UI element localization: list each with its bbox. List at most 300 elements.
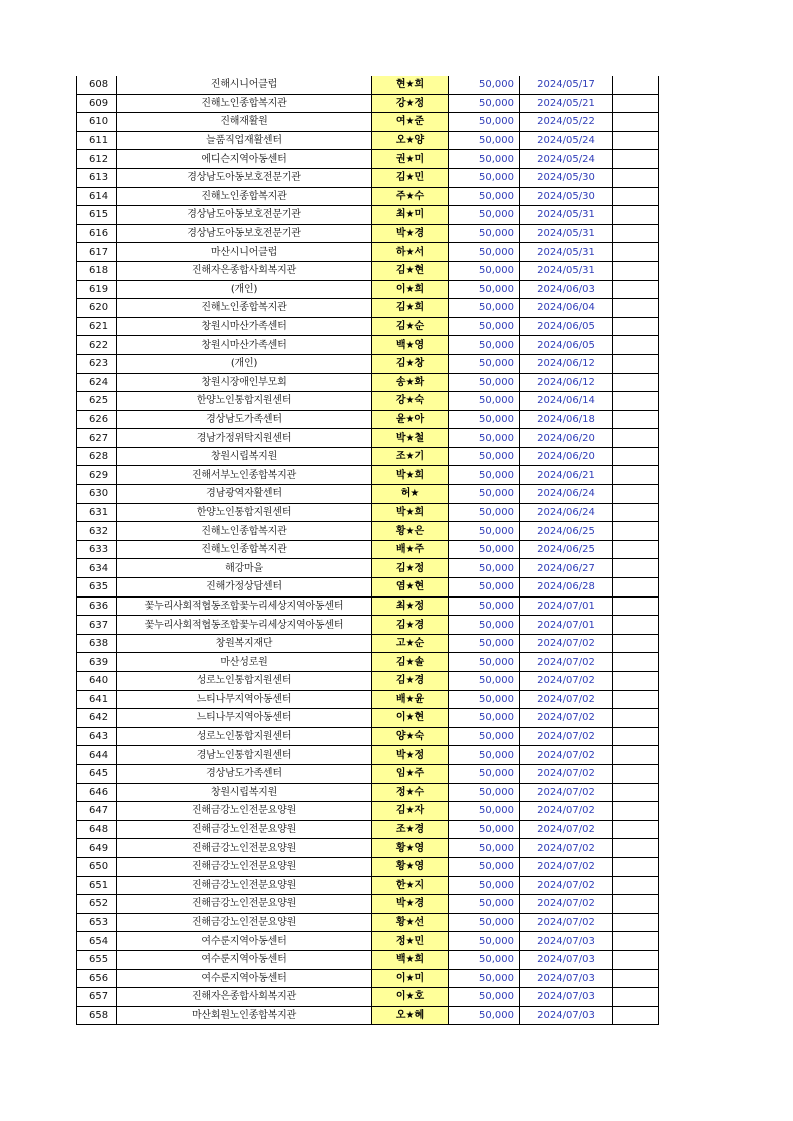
organization-cell: 꽃누리사회적협동조합꽃누리세상지역아동센터 — [117, 597, 372, 616]
row-number-cell: 626 — [77, 410, 117, 429]
date-cell: 2024/06/28 — [520, 578, 613, 597]
blank-cell — [613, 1006, 659, 1025]
table-row — [77, 261, 659, 280]
date-cell: 2024/07/02 — [520, 653, 613, 672]
row-number-cell: 614 — [77, 187, 117, 206]
donor-name-cell: 박★희 — [372, 466, 449, 485]
amount-cell: 50,000 — [449, 187, 520, 206]
blank-cell — [613, 113, 659, 132]
organization-cell: 꽃누리사회적협동조합꽃누리세상지역아동센터 — [117, 616, 372, 635]
blank-cell — [613, 839, 659, 858]
donor-name-cell: 허★ — [372, 485, 449, 504]
amount-cell: 50,000 — [449, 261, 520, 280]
organization-cell: 진해금강노인전문요양원 — [117, 802, 372, 821]
table-row — [77, 94, 659, 113]
organization-cell: 진해금강노인전문요양원 — [117, 876, 372, 895]
blank-cell — [613, 410, 659, 429]
table-row — [77, 616, 659, 635]
amount-cell: 50,000 — [449, 522, 520, 541]
date-cell: 2024/06/24 — [520, 503, 613, 522]
donor-name-cell: 박★경 — [372, 895, 449, 914]
blank-cell — [613, 820, 659, 839]
blank-cell — [613, 224, 659, 243]
table-row — [77, 913, 659, 932]
blank-cell — [613, 597, 659, 616]
amount-cell: 50,000 — [449, 653, 520, 672]
date-cell: 2024/07/02 — [520, 913, 613, 932]
row-number-cell: 628 — [77, 447, 117, 466]
table-row — [77, 373, 659, 392]
row-number-cell: 611 — [77, 131, 117, 150]
blank-cell — [613, 932, 659, 951]
table-row — [77, 466, 659, 485]
table-row — [77, 932, 659, 951]
date-cell: 2024/05/22 — [520, 113, 613, 132]
organization-cell: 경남노인통합지원센터 — [117, 746, 372, 765]
donor-name-cell: 김★솔 — [372, 653, 449, 672]
row-number-cell: 656 — [77, 969, 117, 988]
row-number-cell: 617 — [77, 243, 117, 262]
amount-cell: 50,000 — [449, 783, 520, 802]
date-cell: 2024/07/03 — [520, 1006, 613, 1025]
row-number-cell: 639 — [77, 653, 117, 672]
blank-cell — [613, 466, 659, 485]
donor-name-cell: 김★자 — [372, 802, 449, 821]
organization-cell: 경상남도가족센터 — [117, 410, 372, 429]
organization-cell: (개인) — [117, 280, 372, 299]
donor-name-cell: 김★경 — [372, 616, 449, 635]
organization-cell: 진해노인종합복지관 — [117, 299, 372, 318]
table-row — [77, 988, 659, 1007]
row-number-cell: 631 — [77, 503, 117, 522]
row-number-cell: 608 — [77, 76, 117, 94]
table-row — [77, 187, 659, 206]
donor-name-cell: 권★미 — [372, 150, 449, 169]
table-row — [77, 653, 659, 672]
row-number-cell: 615 — [77, 206, 117, 225]
donor-name-cell: 양★숙 — [372, 727, 449, 746]
blank-cell — [613, 690, 659, 709]
organization-cell: 진해노인종합복지관 — [117, 187, 372, 206]
row-number-cell: 623 — [77, 354, 117, 373]
blank-cell — [613, 261, 659, 280]
table-row — [77, 857, 659, 876]
table-row — [77, 522, 659, 541]
date-cell: 2024/07/03 — [520, 988, 613, 1007]
table-row — [77, 447, 659, 466]
row-number-cell: 640 — [77, 672, 117, 691]
date-cell: 2024/07/02 — [520, 764, 613, 783]
row-number-cell: 648 — [77, 820, 117, 839]
date-cell: 2024/07/02 — [520, 895, 613, 914]
organization-cell: (개인) — [117, 354, 372, 373]
table-row — [77, 559, 659, 578]
amount-cell: 50,000 — [449, 113, 520, 132]
amount-cell: 50,000 — [449, 168, 520, 187]
date-cell: 2024/07/02 — [520, 634, 613, 653]
row-number-cell: 620 — [77, 299, 117, 318]
amount-cell: 50,000 — [449, 224, 520, 243]
date-cell: 2024/07/02 — [520, 727, 613, 746]
amount-cell: 50,000 — [449, 839, 520, 858]
date-cell: 2024/05/24 — [520, 131, 613, 150]
organization-cell: 진해서부노인종합복지관 — [117, 466, 372, 485]
amount-cell: 50,000 — [449, 746, 520, 765]
donor-name-cell: 김★정 — [372, 559, 449, 578]
row-number-cell: 632 — [77, 522, 117, 541]
donor-name-cell: 배★윤 — [372, 690, 449, 709]
blank-cell — [613, 876, 659, 895]
donor-name-cell: 김★경 — [372, 672, 449, 691]
organization-cell: 해강마을 — [117, 559, 372, 578]
donor-name-cell: 김★창 — [372, 354, 449, 373]
organization-cell: 여수룬지역아동센터 — [117, 950, 372, 969]
date-cell: 2024/07/02 — [520, 690, 613, 709]
donor-name-cell: 오★혜 — [372, 1006, 449, 1025]
date-cell: 2024/06/12 — [520, 373, 613, 392]
organization-cell: 경남광역자활센터 — [117, 485, 372, 504]
date-cell: 2024/06/03 — [520, 280, 613, 299]
date-cell: 2024/05/31 — [520, 261, 613, 280]
row-number-cell: 658 — [77, 1006, 117, 1025]
organization-cell: 창원시립복지원 — [117, 783, 372, 802]
organization-cell: 진해금강노인전문요양원 — [117, 895, 372, 914]
organization-cell: 진해자은종합사회복지관 — [117, 261, 372, 280]
date-cell: 2024/05/30 — [520, 168, 613, 187]
organization-cell: 경상남도아동보호전문기관 — [117, 224, 372, 243]
donor-name-cell: 송★화 — [372, 373, 449, 392]
organization-cell: 진해노인종합복지관 — [117, 540, 372, 559]
blank-cell — [613, 540, 659, 559]
row-number-cell: 646 — [77, 783, 117, 802]
donor-name-cell: 하★서 — [372, 243, 449, 262]
table-row — [77, 540, 659, 559]
table-row — [77, 969, 659, 988]
amount-cell: 50,000 — [449, 373, 520, 392]
donor-name-cell: 박★철 — [372, 429, 449, 448]
amount-cell: 50,000 — [449, 1006, 520, 1025]
blank-cell — [613, 616, 659, 635]
date-cell: 2024/06/21 — [520, 466, 613, 485]
donor-name-cell: 황★선 — [372, 913, 449, 932]
row-number-cell: 613 — [77, 168, 117, 187]
blank-cell — [613, 764, 659, 783]
blank-cell — [613, 672, 659, 691]
amount-cell: 50,000 — [449, 280, 520, 299]
row-number-cell: 638 — [77, 634, 117, 653]
date-cell: 2024/07/01 — [520, 616, 613, 635]
amount-cell: 50,000 — [449, 820, 520, 839]
table-row — [77, 354, 659, 373]
date-cell: 2024/06/05 — [520, 317, 613, 336]
organization-cell: 성로노인통합지원센터 — [117, 672, 372, 691]
donor-name-cell: 염★현 — [372, 578, 449, 597]
date-cell: 2024/06/27 — [520, 559, 613, 578]
organization-cell: 진해시니어클럽 — [117, 76, 372, 94]
table-row — [77, 876, 659, 895]
date-cell: 2024/05/21 — [520, 94, 613, 113]
date-cell: 2024/06/14 — [520, 392, 613, 411]
amount-cell: 50,000 — [449, 503, 520, 522]
amount-cell: 50,000 — [449, 597, 520, 616]
donor-name-cell: 김★현 — [372, 261, 449, 280]
row-number-cell: 625 — [77, 392, 117, 411]
blank-cell — [613, 243, 659, 262]
donor-name-cell: 이★희 — [372, 280, 449, 299]
date-cell: 2024/06/12 — [520, 354, 613, 373]
amount-cell: 50,000 — [449, 950, 520, 969]
blank-cell — [613, 429, 659, 448]
row-number-cell: 641 — [77, 690, 117, 709]
row-number-cell: 622 — [77, 336, 117, 355]
amount-cell: 50,000 — [449, 913, 520, 932]
amount-cell: 50,000 — [449, 672, 520, 691]
donor-name-cell: 황★영 — [372, 839, 449, 858]
row-number-cell: 651 — [77, 876, 117, 895]
amount-cell: 50,000 — [449, 969, 520, 988]
amount-cell: 50,000 — [449, 206, 520, 225]
table-row — [77, 280, 659, 299]
row-number-cell: 649 — [77, 839, 117, 858]
blank-cell — [613, 578, 659, 597]
organization-cell: 진해금강노인전문요양원 — [117, 913, 372, 932]
amount-cell: 50,000 — [449, 317, 520, 336]
amount-cell: 50,000 — [449, 429, 520, 448]
donor-name-cell: 임★주 — [372, 764, 449, 783]
blank-cell — [613, 653, 659, 672]
table-row — [77, 1006, 659, 1025]
date-cell: 2024/07/03 — [520, 932, 613, 951]
amount-cell: 50,000 — [449, 616, 520, 635]
date-cell: 2024/06/04 — [520, 299, 613, 318]
organization-cell: 마산회원노인종합복지관 — [117, 1006, 372, 1025]
donor-name-cell: 주★수 — [372, 187, 449, 206]
row-number-cell: 655 — [77, 950, 117, 969]
donor-name-cell: 최★미 — [372, 206, 449, 225]
row-number-cell: 624 — [77, 373, 117, 392]
table-row — [77, 634, 659, 653]
row-number-cell: 630 — [77, 485, 117, 504]
row-number-cell: 652 — [77, 895, 117, 914]
donor-name-cell: 황★은 — [372, 522, 449, 541]
organization-cell: 진해금강노인전문요양원 — [117, 857, 372, 876]
date-cell: 2024/05/30 — [520, 187, 613, 206]
donor-name-cell: 박★정 — [372, 746, 449, 765]
amount-cell: 50,000 — [449, 690, 520, 709]
date-cell: 2024/05/31 — [520, 206, 613, 225]
table-row — [77, 895, 659, 914]
table-row — [77, 746, 659, 765]
blank-cell — [613, 392, 659, 411]
amount-cell: 50,000 — [449, 466, 520, 485]
organization-cell: 진해자은종합사회복지관 — [117, 988, 372, 1007]
blank-cell — [613, 336, 659, 355]
date-cell: 2024/07/02 — [520, 876, 613, 895]
row-number-cell: 643 — [77, 727, 117, 746]
table-row — [77, 597, 659, 616]
row-number-cell: 642 — [77, 709, 117, 728]
date-cell: 2024/06/20 — [520, 447, 613, 466]
table-row — [77, 950, 659, 969]
organization-cell: 여수룬지역아동센터 — [117, 932, 372, 951]
row-number-cell: 629 — [77, 466, 117, 485]
date-cell: 2024/06/25 — [520, 540, 613, 559]
blank-cell — [613, 969, 659, 988]
blank-cell — [613, 317, 659, 336]
amount-cell: 50,000 — [449, 354, 520, 373]
donor-name-cell: 강★정 — [372, 94, 449, 113]
row-number-cell: 610 — [77, 113, 117, 132]
donor-name-cell: 박★경 — [372, 224, 449, 243]
amount-cell: 50,000 — [449, 410, 520, 429]
donor-name-cell: 배★주 — [372, 540, 449, 559]
table-row — [77, 709, 659, 728]
amount-cell: 50,000 — [449, 895, 520, 914]
date-cell: 2024/06/25 — [520, 522, 613, 541]
donor-name-cell: 조★경 — [372, 820, 449, 839]
table-row — [77, 672, 659, 691]
date-cell: 2024/05/17 — [520, 76, 613, 94]
table-row — [77, 503, 659, 522]
donor-name-cell: 정★민 — [372, 932, 449, 951]
row-number-cell: 627 — [77, 429, 117, 448]
donor-name-cell: 김★순 — [372, 317, 449, 336]
organization-cell: 창원복지재단 — [117, 634, 372, 653]
donor-name-cell: 황★영 — [372, 857, 449, 876]
row-number-cell: 654 — [77, 932, 117, 951]
organization-cell: 진해금강노인전문요양원 — [117, 820, 372, 839]
donor-name-cell: 김★희 — [372, 299, 449, 318]
organization-cell: 마산시니어클럽 — [117, 243, 372, 262]
row-number-cell: 634 — [77, 559, 117, 578]
donor-name-cell: 백★영 — [372, 336, 449, 355]
table-row — [77, 820, 659, 839]
donor-name-cell: 윤★아 — [372, 410, 449, 429]
amount-cell: 50,000 — [449, 634, 520, 653]
row-number-cell: 619 — [77, 280, 117, 299]
date-cell: 2024/06/05 — [520, 336, 613, 355]
table-row — [77, 224, 659, 243]
donor-name-cell: 정★수 — [372, 783, 449, 802]
date-cell: 2024/06/20 — [520, 429, 613, 448]
organization-cell: 마산성로원 — [117, 653, 372, 672]
amount-cell: 50,000 — [449, 802, 520, 821]
blank-cell — [613, 746, 659, 765]
organization-cell: 한양노인통합지원센터 — [117, 392, 372, 411]
date-cell: 2024/05/31 — [520, 224, 613, 243]
organization-cell: 진해노인종합복지관 — [117, 522, 372, 541]
table-row — [77, 783, 659, 802]
date-cell: 2024/07/02 — [520, 839, 613, 858]
blank-cell — [613, 727, 659, 746]
organization-cell: 진해가정상담센터 — [117, 578, 372, 597]
donor-name-cell: 현★희 — [372, 76, 449, 94]
row-number-cell: 653 — [77, 913, 117, 932]
table-row — [77, 299, 659, 318]
date-cell: 2024/07/02 — [520, 672, 613, 691]
row-number-cell: 636 — [77, 597, 117, 616]
amount-cell: 50,000 — [449, 76, 520, 94]
blank-cell — [613, 913, 659, 932]
row-number-cell: 618 — [77, 261, 117, 280]
date-cell: 2024/07/03 — [520, 969, 613, 988]
blank-cell — [613, 709, 659, 728]
organization-cell: 창원시마산가족센터 — [117, 317, 372, 336]
organization-cell: 성로노인통합지원센터 — [117, 727, 372, 746]
date-cell: 2024/05/24 — [520, 150, 613, 169]
table-row — [77, 336, 659, 355]
blank-cell — [613, 131, 659, 150]
blank-cell — [613, 447, 659, 466]
row-number-cell: 644 — [77, 746, 117, 765]
donor-name-cell: 강★숙 — [372, 392, 449, 411]
amount-cell: 50,000 — [449, 299, 520, 318]
table-row — [77, 727, 659, 746]
blank-cell — [613, 280, 659, 299]
donor-name-cell: 여★준 — [372, 113, 449, 132]
amount-cell: 50,000 — [449, 857, 520, 876]
blank-cell — [613, 299, 659, 318]
donor-name-cell: 한★지 — [372, 876, 449, 895]
table-row — [77, 429, 659, 448]
donor-name-cell: 박★희 — [372, 503, 449, 522]
blank-cell — [613, 206, 659, 225]
date-cell: 2024/07/03 — [520, 950, 613, 969]
table-row — [77, 578, 659, 597]
date-cell: 2024/05/31 — [520, 243, 613, 262]
row-number-cell: 647 — [77, 802, 117, 821]
amount-cell: 50,000 — [449, 876, 520, 895]
table-row — [77, 410, 659, 429]
blank-cell — [613, 187, 659, 206]
blank-cell — [613, 857, 659, 876]
table-row — [77, 131, 659, 150]
blank-cell — [613, 373, 659, 392]
table-row — [77, 206, 659, 225]
date-cell: 2024/07/02 — [520, 746, 613, 765]
blank-cell — [613, 94, 659, 113]
organization-cell: 늘품직업재활센터 — [117, 131, 372, 150]
donor-name-cell: 조★기 — [372, 447, 449, 466]
table-row — [77, 764, 659, 783]
blank-cell — [613, 485, 659, 504]
table-row — [77, 168, 659, 187]
date-cell: 2024/07/02 — [520, 857, 613, 876]
amount-cell: 50,000 — [449, 540, 520, 559]
organization-cell: 경상남도아동보호전문기관 — [117, 206, 372, 225]
row-number-cell: 616 — [77, 224, 117, 243]
blank-cell — [613, 950, 659, 969]
table-row — [77, 243, 659, 262]
amount-cell: 50,000 — [449, 727, 520, 746]
amount-cell: 50,000 — [449, 932, 520, 951]
amount-cell: 50,000 — [449, 559, 520, 578]
donor-name-cell: 고★순 — [372, 634, 449, 653]
row-number-cell: 650 — [77, 857, 117, 876]
donor-name-cell: 김★민 — [372, 168, 449, 187]
blank-cell — [613, 76, 659, 94]
table-row — [77, 317, 659, 336]
table-row — [77, 485, 659, 504]
organization-cell: 경상남도가족센터 — [117, 764, 372, 783]
donor-name-cell: 이★호 — [372, 988, 449, 1007]
organization-cell: 여수룬지역아동센터 — [117, 969, 372, 988]
blank-cell — [613, 895, 659, 914]
blank-cell — [613, 522, 659, 541]
donation-table — [76, 76, 659, 1025]
organization-cell: 느티나무지역아동센터 — [117, 709, 372, 728]
blank-cell — [613, 168, 659, 187]
